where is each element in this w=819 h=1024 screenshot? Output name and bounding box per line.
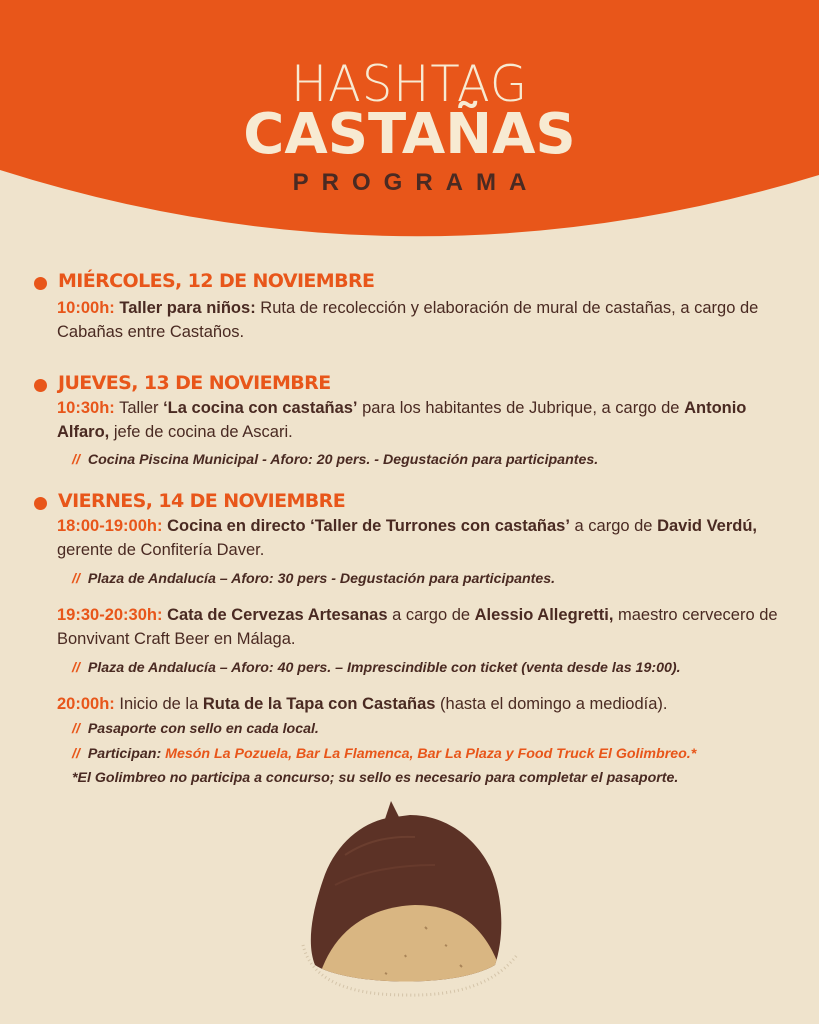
day-title: JUEVES, 13 DE NOVIEMBRE [58, 372, 331, 394]
day-section-wednesday [34, 270, 794, 344]
note-slashes: // [72, 452, 80, 468]
event-host: Antonio Alfaro, [57, 399, 747, 441]
note-slashes: // [72, 660, 80, 676]
participants-list: Mesón La Pozuela, Bar La Flamenca, Bar La Plaza y Food Truck El Golimbreo.* [165, 746, 697, 762]
footnote [34, 768, 794, 788]
event-note [34, 450, 794, 470]
title-hashtag: HASHTAG [291, 55, 528, 113]
note-slashes: // [72, 721, 80, 737]
day-title: VIERNES, 14 DE NOVIEMBRE [58, 490, 346, 512]
event-text: (hasta el domingo a mediodía). [435, 695, 668, 713]
event-note-participants [34, 744, 794, 764]
note-text: Plaza de Andalucía – Aforo: 40 pers. – Imprescindible con ticket (venta desde las 19:00). [87, 660, 681, 676]
event-item [34, 603, 794, 651]
event-time: 19:30-20:30h: [57, 606, 163, 624]
event-text: Inicio de la [119, 695, 203, 713]
event-title: ‘La cocina con castañas’ [163, 399, 358, 417]
note-text: Plaza de Andalucía – Aforo: 30 pers - Degustación para participantes. [87, 571, 556, 587]
event-text: Ruta de recolección y elaboración de mural de castañas, a cargo de Cabañas entre Castaños. [57, 299, 759, 341]
event-item [34, 692, 794, 716]
event-item [34, 514, 794, 562]
bullet-dot [34, 277, 47, 290]
footnote-text: *El Golimbreo no participa a concurso; su sello es necesario para completar el pasaporte. [72, 770, 679, 786]
event-title: Taller para niños: [119, 299, 256, 317]
event-time: 18:00-19:00h: [57, 517, 163, 535]
note-text: Cocina Piscina Municipal - Aforo: 20 pers. - Degustación para participantes. [87, 452, 599, 468]
chestnut-icon [285, 795, 535, 1005]
note-text: Pasaporte con sello en cada local. [87, 721, 319, 737]
event-note [34, 719, 794, 739]
event-text: a cargo de [569, 517, 658, 535]
event-host: Alessio Allegretti, [474, 606, 614, 624]
note-slashes: // [72, 571, 80, 587]
event-text: Taller [119, 399, 164, 417]
event-item [34, 296, 794, 344]
event-time: 10:30h: [57, 399, 115, 417]
event-time: 20:00h: [57, 695, 115, 713]
title-programa: PROGRAMA [292, 169, 540, 196]
event-time: 10:00h: [57, 299, 115, 317]
event-text: jefe de cocina de Ascari. [109, 423, 293, 441]
title-castanas: CASTAÑAS [243, 102, 576, 167]
note-label: Participan: [87, 746, 162, 762]
event-text: maestro cervecero de Bonvivant Craft Beer en Málaga. [57, 606, 778, 648]
event-text: gerente de Confitería Daver. [57, 541, 265, 559]
event-host: David Verdú, [657, 517, 758, 535]
event-text: a cargo de [387, 606, 475, 624]
event-text: para los habitantes de Jubrique, a cargo de [357, 399, 685, 417]
bullet-dot [34, 379, 47, 392]
event-title: Ruta de la Tapa con Castañas [202, 695, 436, 713]
bullet-dot [34, 497, 47, 510]
day-section-friday [34, 490, 794, 788]
note-slashes: // [72, 746, 80, 762]
day-title: MIÉRCOLES, 12 DE NOVIEMBRE [58, 270, 375, 292]
event-title: Cata de Cervezas Artesanas [167, 606, 388, 624]
event-note [34, 658, 794, 678]
event-note [34, 569, 794, 589]
event-title: Cocina en directo ‘Taller de Turrones con castañas’ [167, 517, 570, 535]
event-item [34, 396, 794, 444]
day-section-thursday [34, 372, 794, 470]
